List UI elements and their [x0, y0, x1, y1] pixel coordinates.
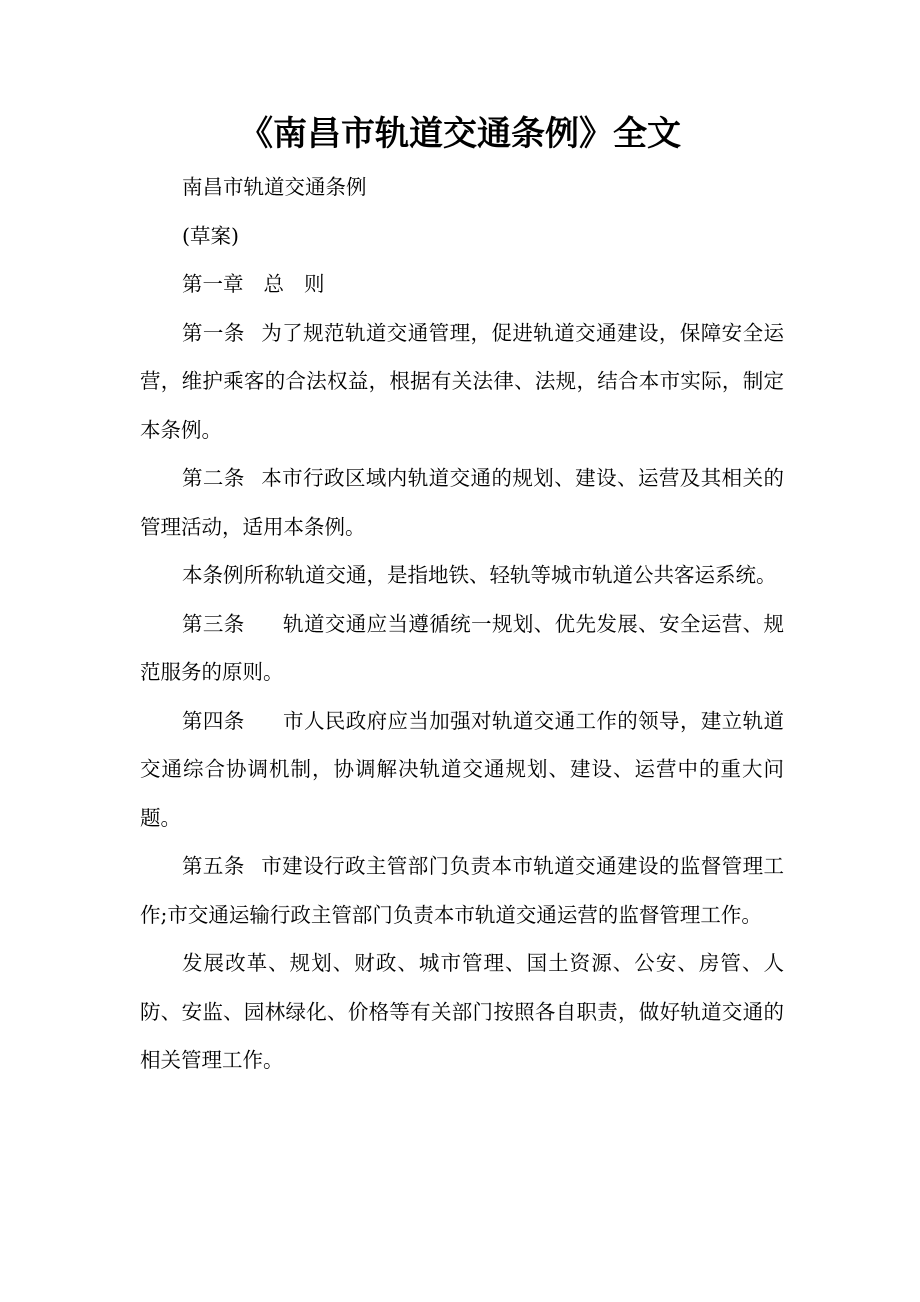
draft-note: (草案) [182, 223, 239, 248]
article-label: 第五条 [182, 854, 245, 878]
article-label: 第三条 [182, 611, 245, 636]
article-text: 本条例所称轨道交通，是指地铁、轻轨等城市轨道公共客运系统。 [182, 563, 777, 587]
chapter-number: 第一章 [182, 272, 244, 296]
article-2 [140, 454, 784, 551]
article-text: 发展改革、规划、财政、城市管理、国土资源、公安、房管、人防、安监、园林绿化、价格等有关部门按照各自职责，做好轨道交通的相关管理工作。 [140, 951, 784, 1072]
article-text: 市建设行政主管部门负责本市轨道交通建设的监督管理工作;市交通运输行政主管部门负责本市轨道交通运营的监督管理工作。 [140, 854, 785, 927]
chapter-word-1: 总 [263, 272, 284, 296]
regulation-name: 南昌市轨道交通条例 [182, 175, 367, 199]
article-1 [140, 309, 784, 455]
article-3 [140, 600, 784, 697]
article-label: 第一条 [182, 320, 245, 345]
article-5 [140, 842, 784, 939]
article-label: 第四条 [182, 708, 245, 733]
article-5-departments [140, 939, 784, 1085]
article-text: 本市行政区域内轨道交通的规划、建设、运营及其相关的管理活动，适用本条例。 [140, 466, 785, 539]
article-text: 为了规范轨道交通管理，促进轨道交通建设，保障安全运营，维护乘客的合法权益，根据有关法律、法规，结合本市实际，制定本条例。 [140, 320, 785, 442]
chapter-heading [140, 260, 784, 309]
document-title: 《南昌市轨道交通条例》全文 [239, 114, 681, 154]
article-4 [140, 697, 784, 843]
article-2-definition [140, 551, 784, 600]
chapter-word-2: 则 [304, 272, 325, 296]
document-body [140, 163, 784, 1085]
article-label: 第二条 [182, 466, 245, 490]
article-text: 轨道交通应当遵循统一规划、优先发展、安全运营、规范服务的原则。 [140, 611, 785, 684]
article-text: 市人民政府应当加强对轨道交通工作的领导，建立轨道交通综合协调机制，协调解决轨道交通规划、建设、运营中的重大问题。 [140, 708, 785, 830]
